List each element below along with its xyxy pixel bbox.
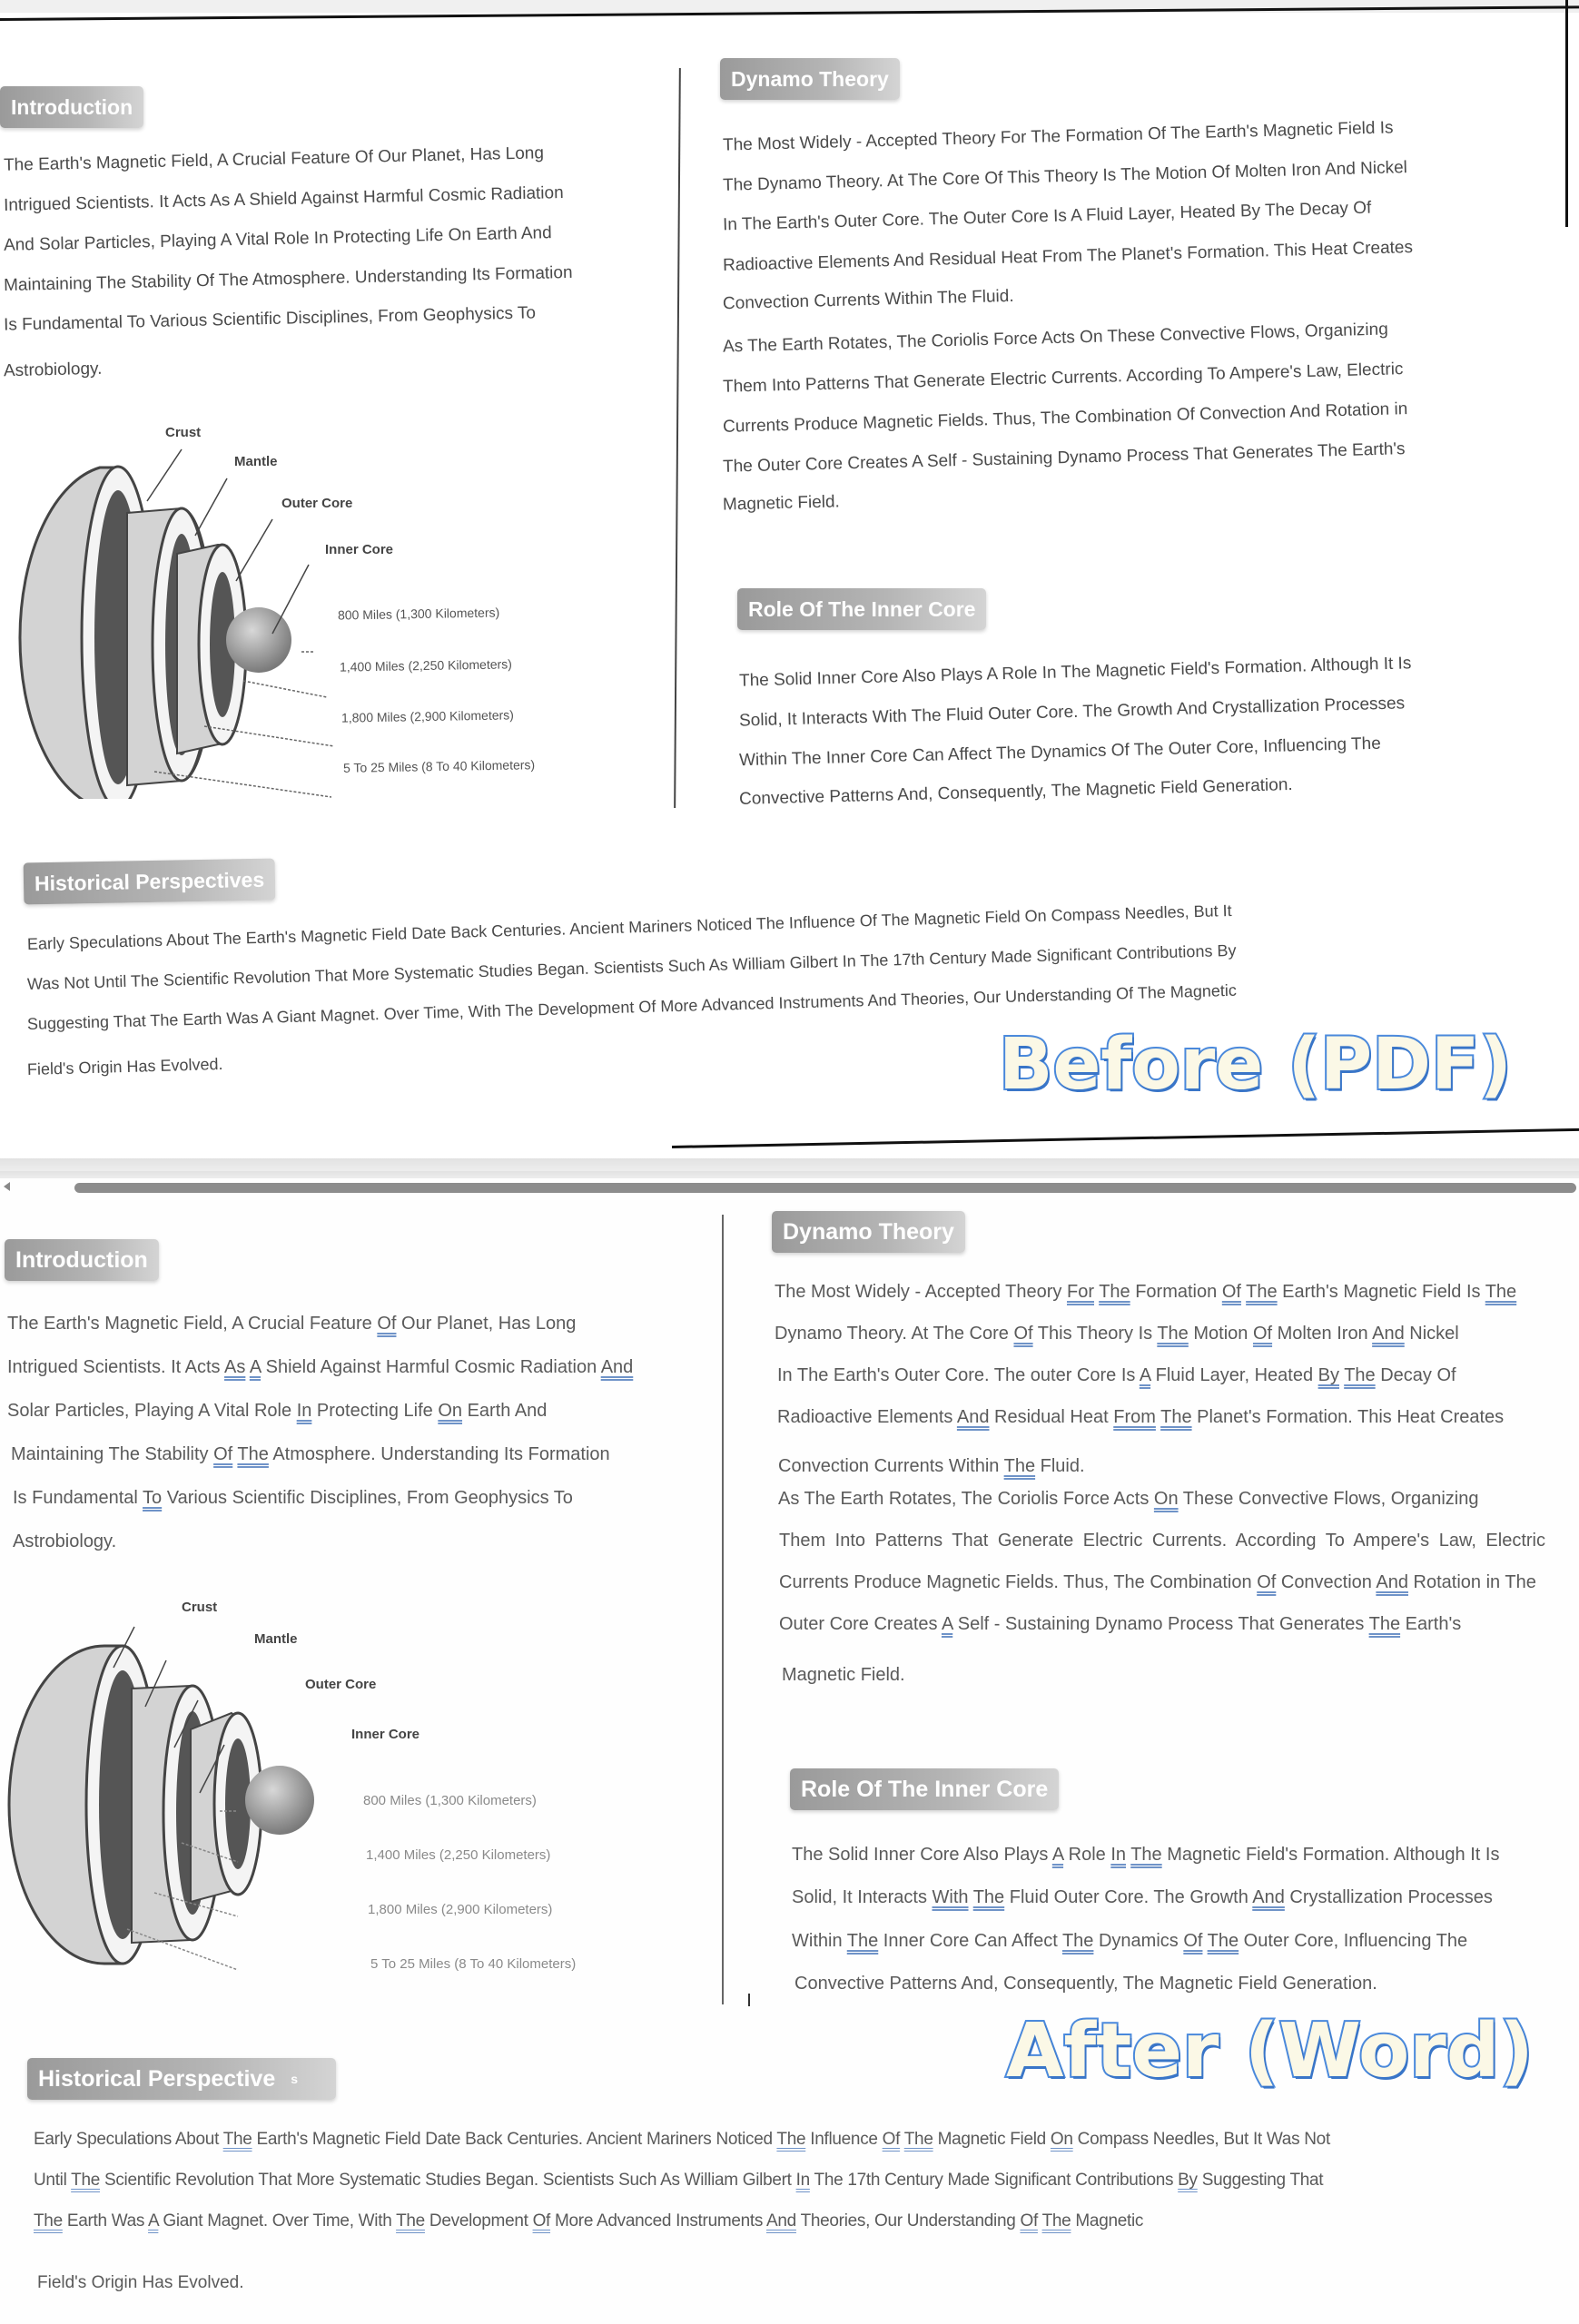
heading-stray-char: s [291,2072,298,2086]
text-line: Is Fundamental To Various Scientific Disciplines, From Geophysics To [3,303,537,335]
text-line: The Most Widely - Accepted Theory For The Formation Of The Earth's Magnetic Field Is The [775,1282,1517,1302]
text-line: Is Fundamental To Various Scientific Disciplines, From Geophysics To [13,1488,573,1508]
text-line: The Dynamo Theory. At The Core Of This Theory Is The Motion Of Molten Iron And Nickel [722,158,1408,195]
measurement-inner-core: 800 Miles (1,300 Kilometers) [363,1793,537,1808]
measurement-mantle: 1,800 Miles (2,900 Kilometers) [368,1902,553,1917]
text-line: The Earth's Magnetic Field, A Crucial Feature Of Our Planet, Has Long [3,143,545,175]
text-line: Radioactive Elements And Residual Heat From The Planet's Formation. This Heat Creates [722,238,1414,275]
text-line: Currents Produce Magnetic Fields. Thus, The Combination Of Convection And Rotation in The [779,1572,1536,1592]
label-mantle: Mantle [254,1631,298,1647]
page-gap [0,1158,1579,1171]
scroll-left-arrow-icon[interactable] [4,1182,10,1191]
heading-introduction: Introduction [5,1239,159,1281]
page-gap [0,1171,1579,1178]
text-line: Radioactive Elements And Residual Heat From The Planet's Formation. This Heat Creates [777,1407,1505,1427]
after-word-label: After (Word) [1006,2008,1534,2094]
page-border-bottom [672,1128,1579,1148]
heading-role-inner-core: Role Of The Inner Core [790,1768,1059,1810]
text-line: Early Speculations About The Earth's Magnetic Field Date Back Centuries. Ancient Mariners Noticed The Influence Of The Magnetic Field On Compass Needles, But It [26,901,1232,953]
text-line: Maintaining The Stability Of The Atmosphere. Understanding Its Formation [3,262,573,296]
text-line: Within The Inner Core Can Affect The Dynamics Of The Outer Core, Influencing The [738,734,1382,771]
text-line: Convection Currents Within The Fluid. [722,286,1014,314]
measurement-crust: 5 To 25 Miles (8 To 40 Kilometers) [342,757,536,775]
text-line: Was Not Until The Scientific Revolution That More Systematic Studies Began. Scientists Such As William Gilbert In The 17th Century Made Significant Contributions By [26,940,1237,993]
text-line: As The Earth Rotates, The Coriolis Force Acts On These Convective Flows, Organizing [722,320,1389,357]
label-mantle: Mantle [234,454,278,469]
text-line: Convective Patterns And, Consequently, The Magnetic Field Generation. [794,1974,1377,1994]
measurement-outer-core: 1,400 Miles (2,250 Kilometers) [366,1847,551,1863]
text-line: Magnetic Field. [782,1665,905,1685]
label-crust: Crust [182,1600,218,1615]
text-line: Convective Patterns And, Consequently, The Magnetic Field Generation. [738,775,1293,809]
heading-text: Historical Perspective [38,2066,276,2092]
text-line: In The Earth's Outer Core. The outer Core Is A Fluid Layer, Heated By The Decay Of [777,1365,1456,1385]
text-line: Outer Core Creates A Self - Sustaining Dynamo Process That Generates The Earth's [779,1614,1462,1634]
text-line: The Outer Core Creates A Self - Sustaining Dynamo Process That Generates The Earth's [722,439,1406,477]
label-inner-core: Inner Core [325,542,394,557]
earth-layers-diagram [0,418,654,808]
text-line: Field's Origin Has Evolved. [37,2273,244,2292]
scrollbar-thumb[interactable] [74,1183,1576,1193]
column-divider [674,68,681,808]
heading-dynamo-theory: Dynamo Theory [772,1211,965,1253]
text-line: The Earth Was A Giant Magnet. Over Time, With The Development Of More Advanced Instruments And Theories, Our Understanding Of The Magnetic [34,2211,1144,2230]
text-line: The Most Widely - Accepted Theory For The Formation Of The Earth's Magnetic Field Is [722,118,1394,155]
heading-dynamo-theory: Dynamo Theory [720,58,900,100]
horizontal-scrollbar[interactable] [0,1180,1579,1196]
heading-historical-perspectives: Historical Perspectives [24,859,276,905]
heading-introduction: Introduction [0,86,143,128]
text-line: The Solid Inner Core Also Plays A Role In The Magnetic Field's Formation. Although It Is [738,654,1412,691]
measurement-crust: 5 To 25 Miles (8 To 40 Kilometers) [370,1956,577,1972]
measurement-inner-core: 800 Miles (1,300 Kilometers) [337,605,500,623]
label-outer-core: Outer Core [281,496,353,511]
text-line: Early Speculations About The Earth's Magnetic Field Date Back Centuries. Ancient Mariners Noticed The Influence Of The Magnetic Field On Compass Needles, But It Was Not [34,2130,1330,2149]
after-word-panel [0,1171,1579,2324]
text-line: Solid, It Interacts With The Fluid Outer Core. The Growth And Crystallization Processes [738,694,1406,731]
text-line: And Solar Particles, Playing A Vital Role In Protecting Life On Earth And [3,223,552,255]
text-line: Them Into Patterns That Generate Electric Currents. According To Ampere's Law, Electric [779,1531,1545,1551]
heading-role-inner-core: Role Of The Inner Core [737,588,986,630]
label-outer-core: Outer Core [305,1677,377,1692]
text-line: Dynamo Theory. At The Core Of This Theory Is The Motion Of Molten Iron And Nickel [775,1324,1459,1344]
text-line: Suggesting That The Earth Was A Giant Magnet. Over Time, With The Development Of More Advanced Instruments And Theories, Our Understanding Of The Magnetic [26,980,1238,1033]
text-line: The Earth's Magnetic Field, A Crucial Feature Of Our Planet, Has Long [7,1314,577,1334]
measurement-outer-core: 1,400 Miles (2,250 Kilometers) [339,656,513,675]
text-line: The Solid Inner Core Also Plays A Role In The Magnetic Field's Formation. Although It Is [792,1845,1500,1865]
text-line: In The Earth's Outer Core. The Outer Core Is A Fluid Layer, Heated By The Decay Of [722,198,1372,235]
text-line: Convection Currents Within The Fluid. [778,1456,1085,1476]
text-line: Magnetic Field. [722,492,841,515]
text-line: Until The Scientific Revolution That More Systematic Studies Began. Scientists Such As William Gilbert In The 17th Century Made Significant Contributions By Suggesting That [34,2171,1324,2190]
label-inner-core: Inner Core [351,1727,420,1742]
label-crust: Crust [165,425,202,440]
text-line: Them Into Patterns That Generate Electric Currents. According To Ampere's Law, Electric [722,359,1404,397]
text-line: As The Earth Rotates, The Coriolis Force Acts On These Convective Flows, Organizing [778,1489,1479,1509]
before-pdf-label: Before (PDF) [999,1024,1512,1106]
text-line: Astrobiology. [13,1531,117,1551]
text-line: Intrigued Scientists. It Acts As A Shield Against Harmful Cosmic Radiation And [7,1357,634,1377]
earth-cutaway-illustration [0,418,381,799]
page-top-edge [0,0,1579,13]
text-line: Solar Particles, Playing A Vital Role In Protecting Life On Earth And [7,1401,548,1421]
text-line: Within The Inner Core Can Affect The Dynamics Of The Outer Core, Influencing The [792,1931,1468,1951]
text-line: Intrigued Scientists. It Acts As A Shield Against Harmful Cosmic Radiation [3,183,564,215]
text-line: Solid, It Interacts With The Fluid Outer Core. The Growth And Crystallization Processes [792,1887,1493,1907]
text-line: Currents Produce Magnetic Fields. Thus, The Combination Of Convection And Rotation in [722,399,1408,437]
page-border-right [1565,0,1568,227]
text-line: Astrobiology. [3,359,103,381]
measurement-mantle: 1,800 Miles (2,900 Kilometers) [340,707,515,725]
text-line: Maintaining The Stability Of The Atmosphere. Understanding Its Formation [11,1444,610,1464]
text-line: Field's Origin Has Evolved. [26,1054,223,1078]
